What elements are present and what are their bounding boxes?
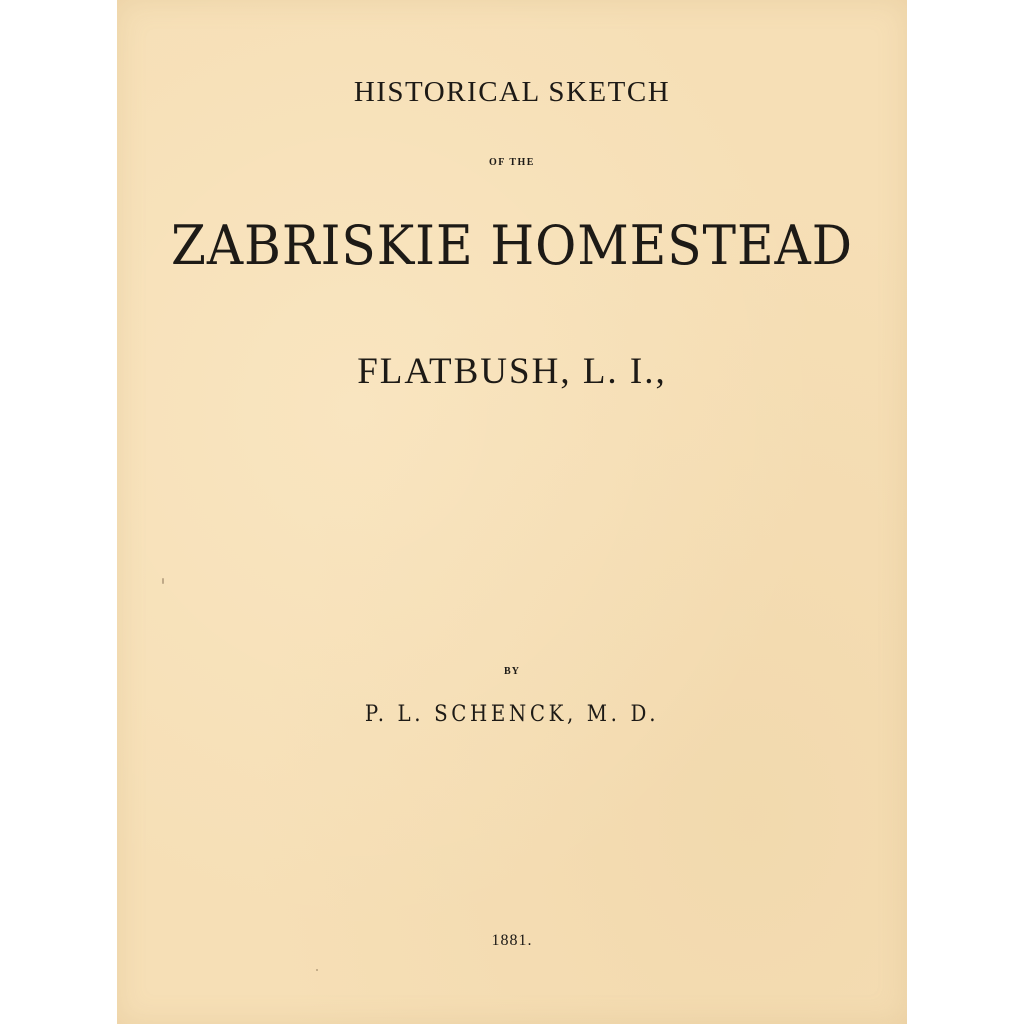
publication-year: 1881. — [491, 932, 533, 949]
author-name: P. L. SCHENCK, M. D. — [364, 702, 660, 727]
heading-historical-sketch: HISTORICAL SKETCH — [353, 76, 671, 108]
heading-of-the: OF THE — [489, 157, 535, 168]
byline-label: BY — [504, 666, 520, 677]
title-page — [117, 0, 907, 1024]
paper-speck — [316, 969, 318, 971]
paper-speck — [162, 578, 164, 584]
main-title: ZABRISKIE HOMESTEAD — [171, 214, 853, 277]
location-subtitle: FLATBUSH, L. I., — [357, 351, 667, 392]
